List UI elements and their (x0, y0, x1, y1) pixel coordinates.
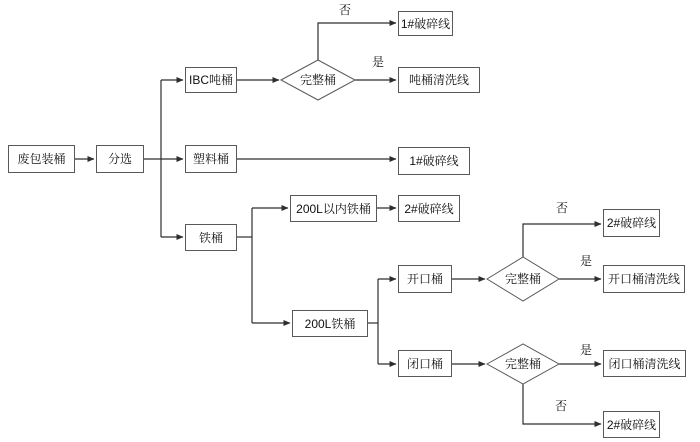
node-plastic-barrel: 塑料桶 (185, 145, 237, 173)
node-iron-200l: 200L铁桶 (292, 310, 368, 337)
edge-label-yes-label-open: 是 (579, 254, 593, 268)
node-crush-line-1a: 1#破碎线 (398, 11, 453, 36)
node-ibc-ton-barrel: IBC吨桶 (185, 67, 237, 93)
node-open-wash-line: 开口桶清洗线 (603, 265, 685, 293)
edge-label-no-label-closed: 否 (554, 399, 568, 413)
node-ton-wash-line: 吨桶清洗线 (398, 67, 480, 93)
edge-decision1-no-to-crush1a (318, 23, 396, 60)
edge-label-no-label-open: 否 (555, 201, 569, 215)
node-open-barrel: 开口桶 (398, 265, 452, 293)
node-closed-barrel: 闭口桶 (398, 350, 452, 377)
node-crush-line-2a: 2#破碎线 (398, 195, 460, 222)
edge-decision2-no-to-crush2b (523, 224, 601, 257)
node-waste-barrel: 废包装桶 (8, 145, 75, 173)
node-crush-line-2c: 2#破碎线 (603, 411, 660, 438)
edge-label-yes-label-ibc: 是 (371, 55, 385, 69)
decision-label-intact-barrel-closed: 完整桶 (504, 357, 542, 371)
decision-label-intact-barrel-ibc: 完整桶 (299, 73, 337, 87)
node-closed-wash-line: 闭口桶清洗线 (603, 350, 686, 377)
edge-label-no-label-ibc: 否 (338, 3, 352, 17)
edge-label-yes-label-closed: 是 (579, 343, 593, 357)
node-crush-line-1b: 1#破碎线 (398, 147, 470, 175)
node-iron-barrel: 铁桶 (185, 224, 237, 251)
decision-label-intact-barrel-open: 完整桶 (504, 272, 542, 286)
node-iron-under-200l: 200L以内铁桶 (290, 195, 377, 222)
node-crush-line-2b: 2#破碎线 (603, 209, 660, 237)
node-sorting: 分选 (96, 145, 144, 173)
